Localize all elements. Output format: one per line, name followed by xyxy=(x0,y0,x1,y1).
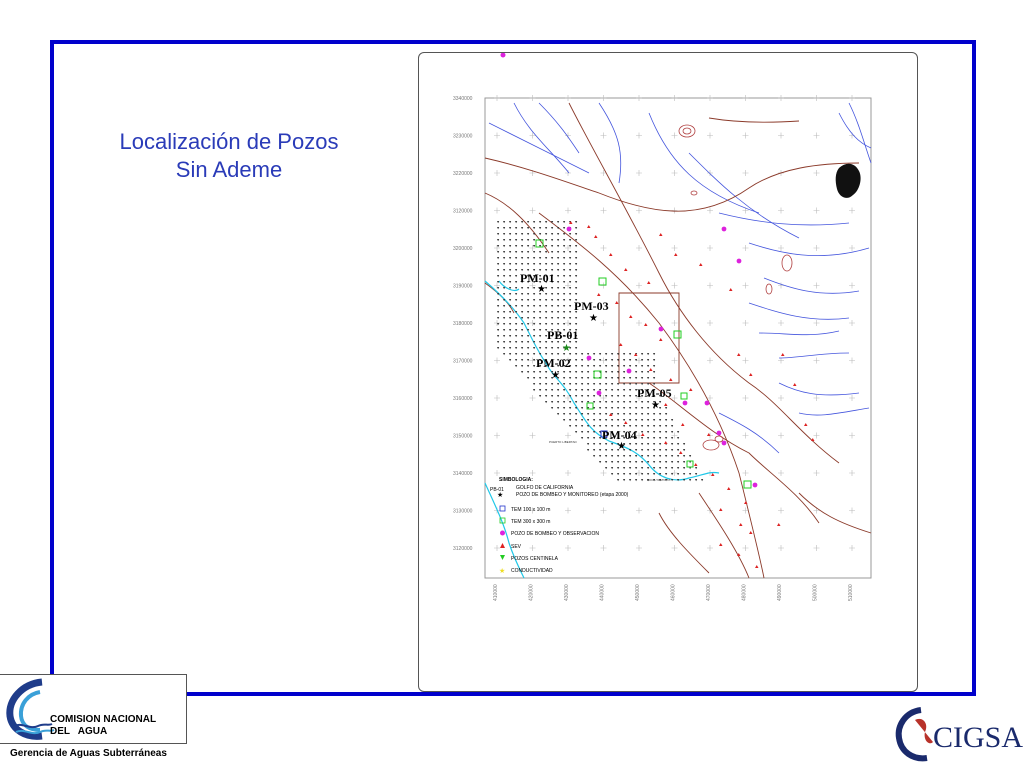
observation-well-marker xyxy=(753,483,758,488)
magenta-circle-icon xyxy=(500,531,505,536)
x-tick-label: 450000 xyxy=(635,584,641,601)
legend-label-obs: POZO DE BOMBEO Y OBSERVACION xyxy=(511,531,599,537)
org-name xyxy=(50,714,156,738)
well-star-pm02: ★ xyxy=(551,370,560,381)
legend-label-pumping: POZO DE BOMBEO Y MONITOREO (etapa 2000) xyxy=(516,492,629,498)
observation-well-marker xyxy=(659,327,664,332)
well-label-pm02: PM-02 xyxy=(536,356,571,370)
well-label-pm01: PM-01 xyxy=(520,271,555,285)
y-tick-label: 3220000 xyxy=(453,171,473,177)
title-line-1: Localización de Pozos xyxy=(119,129,339,154)
cigsa-logo-text: CIGSA xyxy=(933,721,1023,754)
observation-well-marker xyxy=(683,401,688,406)
org-name-line-2: DEL AGUA xyxy=(50,726,108,737)
observation-well-marker xyxy=(587,356,592,361)
well-location-map xyxy=(419,53,917,691)
y-tick-label: 3140000 xyxy=(453,471,473,477)
y-tick-label: 3340000 xyxy=(453,96,473,102)
observation-well-marker xyxy=(705,401,710,406)
observation-well-marker xyxy=(567,227,572,232)
well-star-pb01: ★ xyxy=(562,343,571,354)
slide-title xyxy=(84,128,374,184)
department-name: Gerencia de Aguas Subterráneas xyxy=(10,748,167,759)
y-tick-label: 3160000 xyxy=(453,396,473,402)
place-label-boca: BOCA TASTIOTA xyxy=(647,478,671,482)
cigsa-logo xyxy=(893,702,1023,764)
x-tick-label: 510000 xyxy=(848,584,854,601)
well-star-pm05: ★ xyxy=(651,400,660,411)
observation-well-marker xyxy=(627,369,632,374)
y-tick-label: 3230000 xyxy=(453,133,473,140)
star-icon: ★ xyxy=(497,492,504,499)
observation-well-marker xyxy=(717,431,722,436)
y-tick-label: 3120000 xyxy=(453,546,473,552)
x-tick-label: 500000 xyxy=(812,584,819,601)
y-tick-label: 3120000 xyxy=(453,208,473,215)
edge-marker xyxy=(501,53,506,58)
x-tick-labels xyxy=(493,584,854,601)
legend-label-sev: SEV xyxy=(511,544,522,550)
well-label-pm03: PM-03 xyxy=(574,299,609,313)
y-tick-label: 3190000 xyxy=(453,283,473,290)
y-tick-label: 3200000 xyxy=(453,246,473,252)
observation-well-marker xyxy=(722,441,727,446)
well-star-pm04: ★ xyxy=(617,441,626,452)
legend-code-pb01: PB-01 xyxy=(490,487,504,493)
x-tick-label: 420000 xyxy=(528,584,535,601)
y-tick-label: 3150000 xyxy=(453,433,473,440)
x-tick-label: 440000 xyxy=(599,584,606,601)
org-name-line-1: COMISION NACIONAL xyxy=(50,714,157,725)
x-tick-label: 460000 xyxy=(670,584,677,601)
legend-label-sentinel: POZOS CENTINELA xyxy=(511,556,558,562)
place-label-port: PUERTO LIBERTAD xyxy=(549,440,577,444)
x-tick-label: 430000 xyxy=(564,584,570,601)
x-tick-label: 410000 xyxy=(493,584,499,601)
x-tick-label: 480000 xyxy=(741,584,748,601)
y-tick-label: 3180000 xyxy=(453,321,473,327)
legend-title: SIMBOLOGIA: xyxy=(499,477,533,483)
observation-well-marker xyxy=(722,227,727,232)
well-label-pm04: PM-04 xyxy=(602,428,637,442)
y-tick-labels xyxy=(453,96,473,552)
well-label-pm05: PM-05 xyxy=(637,386,672,400)
y-tick-label: 3170000 xyxy=(453,358,473,365)
title-line-2: Sin Ademe xyxy=(175,157,283,182)
legend-label-gulf: GOLFO DE CALIFORNIA xyxy=(516,485,574,491)
legend-label-tem100: TEM 100 x 100 m xyxy=(511,507,551,513)
map-panel xyxy=(418,52,918,692)
well-label-pb01: PB-01 xyxy=(547,328,579,342)
well-star-pm03: ★ xyxy=(589,313,598,324)
well-star-pm01: ★ xyxy=(537,284,546,295)
x-tick-label: 490000 xyxy=(777,584,783,601)
observation-well-marker xyxy=(737,259,742,264)
yellow-star-icon: ★ xyxy=(499,568,506,575)
legend-label-tem300: TEM 300 x 300 m xyxy=(511,519,551,525)
x-tick-label: 470000 xyxy=(706,584,712,601)
observation-well-marker xyxy=(597,391,602,396)
y-tick-label: 3130000 xyxy=(453,508,473,515)
legend-label-conductivity: CONDUCTIVIDAD xyxy=(511,568,553,574)
